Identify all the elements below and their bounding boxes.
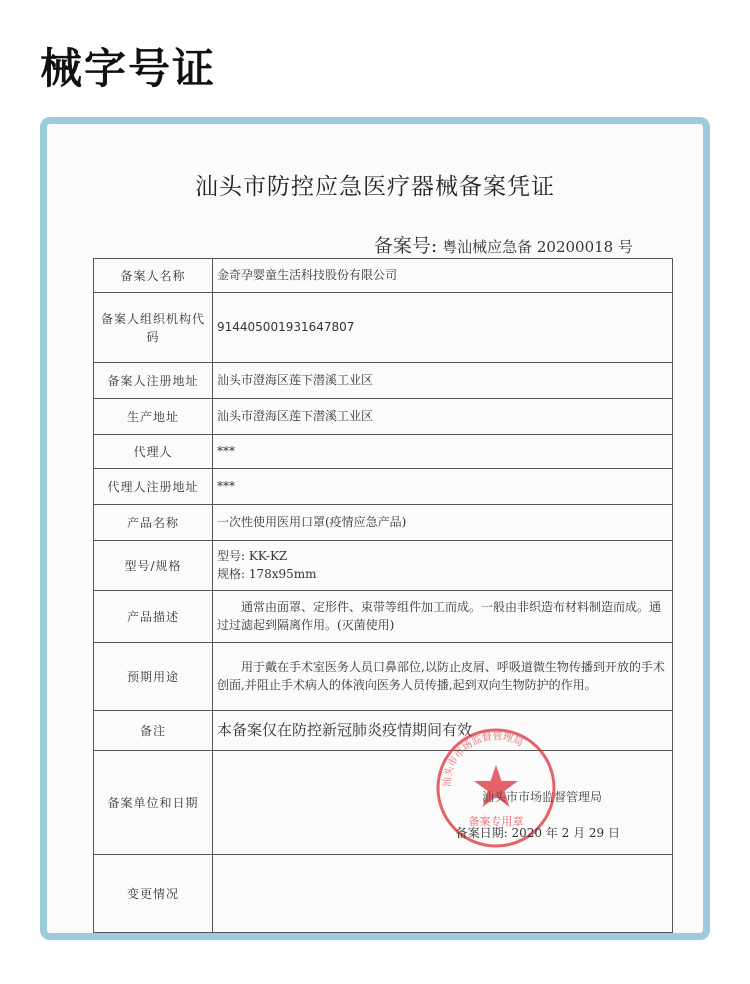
svg-text:备案专用章: 备案专用章 xyxy=(468,815,524,828)
filing-record-table xyxy=(93,258,673,933)
table-row xyxy=(94,855,673,933)
prod-address-value: 汕头市澄海区莲下潜溪工业区 xyxy=(213,399,673,435)
row-label: 预期用途 xyxy=(94,643,213,711)
row-label: 变更情况 xyxy=(94,855,213,933)
table-row xyxy=(94,259,673,293)
spec-value: 规格: 178x95mm xyxy=(217,566,317,581)
remarks-value: 本备案仅在防控新冠肺炎疫情期间有效 xyxy=(213,711,673,751)
org-code-value: 914405001931647807 xyxy=(213,293,673,363)
table-row xyxy=(94,643,673,711)
row-label: 代理人注册地址 xyxy=(94,469,213,505)
row-label: 产品名称 xyxy=(94,505,213,541)
table-row xyxy=(94,363,673,399)
row-label: 产品描述 xyxy=(94,591,213,643)
row-label: 备注 xyxy=(94,711,213,751)
table-row xyxy=(94,505,673,541)
svg-text:汕头市市场监督管理局: 汕头市市场监督管理局 xyxy=(441,731,525,788)
table-row xyxy=(94,711,673,751)
description-value: 通常由面罩、定形件、束带等组件加工而成。一般由非织造布材料制造而成。通过过滤起到隔离作用。(灭菌使用) xyxy=(213,591,673,643)
filing-number-value: 粤汕械应急备 20200018 号 xyxy=(442,238,633,256)
changes-value xyxy=(213,855,673,933)
row-label: 备案单位和日期 xyxy=(94,751,213,855)
model-value: 型号: KK-KZ xyxy=(217,549,288,564)
table-row xyxy=(94,293,673,363)
certificate-title: 汕头市防控应急医疗器械备案凭证 xyxy=(195,174,555,200)
table-row xyxy=(94,469,673,505)
filing-number xyxy=(374,231,633,258)
row-label: 备案人注册地址 xyxy=(94,363,213,399)
filing-date: 备案日期: 2020 年 2 月 29 日 xyxy=(455,825,620,840)
table-row xyxy=(94,435,673,469)
reg-address-value: 汕头市澄海区莲下潜溪工业区 xyxy=(213,363,673,399)
filing-unit-cell xyxy=(213,731,673,855)
product-name-value: 一次性使用医用口罩(疫情应急产品) xyxy=(213,505,673,541)
row-label: 备案人名称 xyxy=(94,259,213,293)
table-row xyxy=(94,541,673,591)
table-row xyxy=(94,399,673,435)
model-spec-value xyxy=(213,541,673,591)
intended-use-value: 用于戴在手术室医务人员口鼻部位,以防止皮屑、呼吸道微生物传播到开放的手术创面,并阻止手术病人的体液向医务人员传播,起到双向生物防护的作用。 xyxy=(213,643,673,711)
page-title: 械字号证 xyxy=(40,44,217,93)
filer-name-value: 金奇孕婴童生活科技股份有限公司 xyxy=(213,259,673,293)
row-label: 生产地址 xyxy=(94,399,213,435)
row-label: 型号/规格 xyxy=(94,541,213,591)
table-row xyxy=(94,751,673,855)
table-row xyxy=(94,591,673,643)
agent-value: *** xyxy=(213,435,673,469)
agent-address-value: *** xyxy=(213,469,673,505)
filing-number-label: 备案号: xyxy=(373,235,438,257)
row-label: 备案人组织机构代码 xyxy=(94,293,213,363)
certificate-image-frame xyxy=(40,117,710,940)
filing-authority: 汕头市市场监督管理局 xyxy=(481,789,602,804)
row-label: 代理人 xyxy=(94,435,213,469)
